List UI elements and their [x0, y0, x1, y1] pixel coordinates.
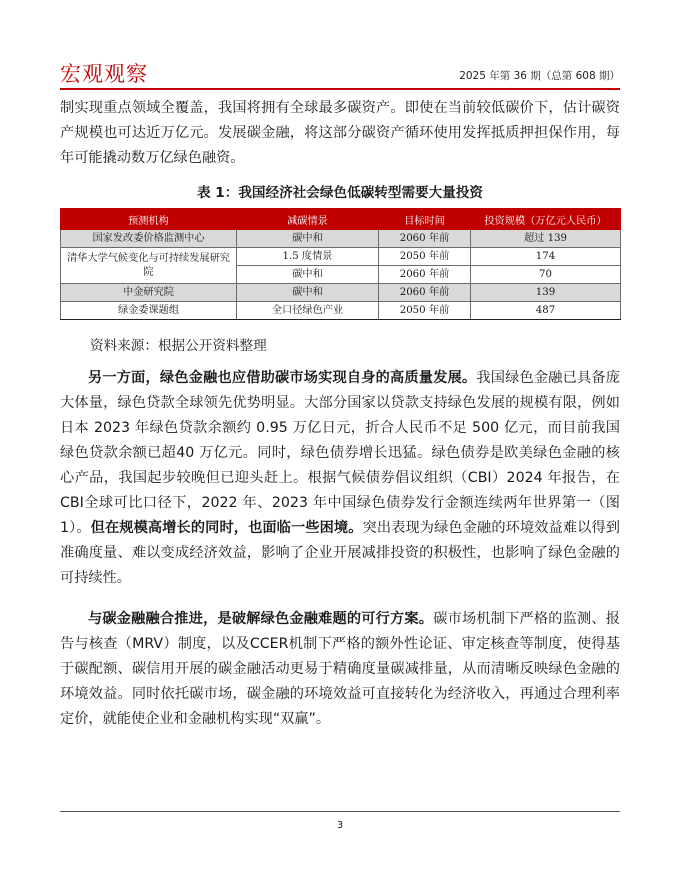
scenario-cell: 碳中和: [237, 266, 379, 284]
target-cell: 2050 年前: [379, 248, 471, 266]
paragraph-body: 我国绿色金融已具备庞大体量，绿色贷款全球领先优势明显。大部分国家以贷款支持绿色发展的规模有限，例如日本 2023 年绿色贷款余额约 0.95 万亿日元，折合人民币不足 500 亿元，而目前我国绿色贷款余额已超40 万亿元。同时，绿色债券增长迅猛。绿色债券是欧美绿色金融的核心产品，我国起步较晚但已迎头赶上。根据气候债券倡议组织（CBI）2024 年报告，在CBI全球可比口径下，2022 年、2023 年中国绿色债券发行金额连续两年世界第一（图 1）。: [60, 370, 620, 536]
footer-divider: [60, 811, 620, 812]
investment-table: [60, 208, 621, 320]
target-cell: 2060 年前: [379, 230, 471, 248]
paragraph-body: 碳市场机制下严格的监测、报告与核查（MRV）制度，以及CCER机制下严格的额外性论证、审定核查等制度，使得基于碳配额、碳信用开展的碳金融活动更易于精确度量碳减排量，从而清晰反映绿色金融的环境效益。同时依托碳市场，碳金融的环境效益可直接转化为经济收入，再通过合理利率定价，就能使企业和金融机构实现“双赢”。: [60, 611, 620, 727]
column-header: 投资规模（万亿元人民币）: [471, 209, 621, 230]
institution-cell: 中金研究院: [61, 284, 237, 302]
column-header: 预测机构: [61, 209, 237, 230]
page-number: 3: [336, 820, 344, 831]
paragraph-lead: 与碳金融融合推进，是破解绿色金融难题的可行方案。: [88, 611, 434, 627]
scenario-cell: 碳中和: [237, 230, 379, 248]
paragraph-lead: 但在规模高增长的同时，也面临一些困境。: [90, 520, 363, 536]
paragraph-green-finance: [60, 366, 620, 591]
paragraph-carbon-finance: [60, 607, 620, 732]
paragraph-carbon-assets: 制实现重点领域全覆盖，我国将拥有全球最多碳资产。即使在当前较低碳价下，估计碳资产规模也可达近万亿元。发展碳金融，将这部分碳资产循环使用发挥抵质押担保作用，每年可能撬动数万亿绿色融资。: [60, 100, 620, 166]
scenario-cell: 碳中和: [237, 284, 379, 302]
scenario-cell: 全口径绿色产业: [237, 302, 379, 320]
scenario-cell: 1.5 度情景: [237, 248, 379, 266]
table-title: 表 1：我国经济社会绿色低碳转型需要大量投资: [196, 185, 484, 201]
institution-cell: 绿金委课题组: [61, 302, 237, 320]
investment-cell: 70: [471, 266, 621, 284]
investment-cell: 139: [471, 284, 621, 302]
table-header-row: [61, 209, 621, 230]
page-header: [60, 58, 620, 90]
target-cell: 2060 年前: [379, 266, 471, 284]
target-cell: 2060 年前: [379, 284, 471, 302]
publication-title: 宏观观察: [60, 62, 148, 86]
investment-cell: 超过 139: [471, 230, 621, 248]
table-source: 资料来源：根据公开资料整理: [90, 338, 267, 354]
investment-cell: 174: [471, 248, 621, 266]
paragraph-body: 突出表现为绿色金融的环境效益难以得到准确度量、难以变成经济效益，影响了企业开展减排投资的积极性，也影响了绿色金融的可持续性。: [60, 520, 620, 586]
table-row: [61, 284, 621, 302]
investment-cell: 487: [471, 302, 621, 320]
target-cell: 2050 年前: [379, 302, 471, 320]
institution-cell: 清华大学气候变化与可持续发展研究院: [61, 248, 237, 284]
institution-cell: 国家发改委价格监测中心: [61, 230, 237, 248]
issue-number: 2025 年第 36 期（总第 608 期）: [459, 70, 620, 82]
column-header: 减碳情景: [237, 209, 379, 230]
table-row: [61, 248, 621, 266]
table-row: [61, 230, 621, 248]
table-row: [61, 302, 621, 320]
paragraph-lead: 另一方面，绿色金融也应借助碳市场实现自身的高质量发展。: [88, 370, 477, 386]
column-header: 目标时间: [379, 209, 471, 230]
